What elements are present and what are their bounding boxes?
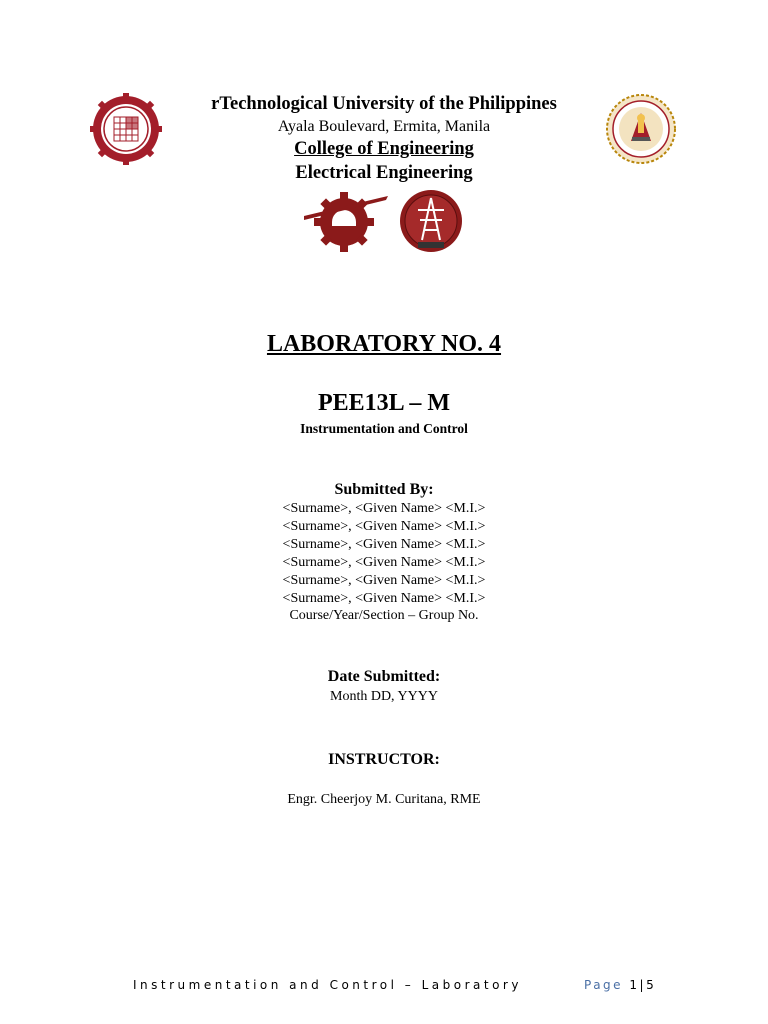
college-name: College of Engineering xyxy=(294,139,474,159)
submitter-list xyxy=(0,500,768,625)
university-address: Ayala Boulevard, Ermita, Manila xyxy=(277,118,491,135)
submitter-name: <Surname>, <Given Name> <M.I.> xyxy=(282,501,486,516)
date-submitted-value: Month DD, YYYY xyxy=(330,689,438,704)
page-indicator xyxy=(584,978,656,992)
submitter-name: <Surname>, <Given Name> <M.I.> xyxy=(282,536,486,552)
university-name: rTechnological University of the Philippines xyxy=(211,94,557,114)
course-code: PEE13L – M xyxy=(317,390,450,416)
submitter-name: <Surname>, <Given Name> <M.I.> xyxy=(282,590,486,606)
course-name: Instrumentation and Control xyxy=(300,421,468,436)
footer-title: Instrumentation and Control – Laboratory xyxy=(133,978,522,992)
course-section-line: Course/Year/Section – Group No. xyxy=(289,608,479,624)
submitted-by-heading: Submitted By: xyxy=(334,481,434,498)
page-label: Page xyxy=(584,978,624,992)
instructor-heading: INSTRUCTOR: xyxy=(328,751,440,768)
ee-gear-logo xyxy=(302,186,390,256)
instructor-name: Engr. Cheerjoy M. Curitana, RME xyxy=(287,792,481,807)
submitter-name: <Surname>, <Given Name> <M.I.> xyxy=(282,572,486,588)
page-number: 1 xyxy=(629,978,640,992)
page-separator: | xyxy=(639,978,647,992)
page-total: 5 xyxy=(646,978,657,992)
power-tower-logo xyxy=(398,188,464,254)
department-name: Electrical Engineering xyxy=(295,163,473,183)
submitter-name: <Surname>, <Given Name> <M.I.> xyxy=(282,518,486,534)
date-submitted-heading: Date Submitted: xyxy=(327,668,441,685)
submitter-name: <Surname>, <Given Name> <M.I.> xyxy=(282,554,486,570)
lab-title: LABORATORY NO. 4 xyxy=(266,331,502,357)
